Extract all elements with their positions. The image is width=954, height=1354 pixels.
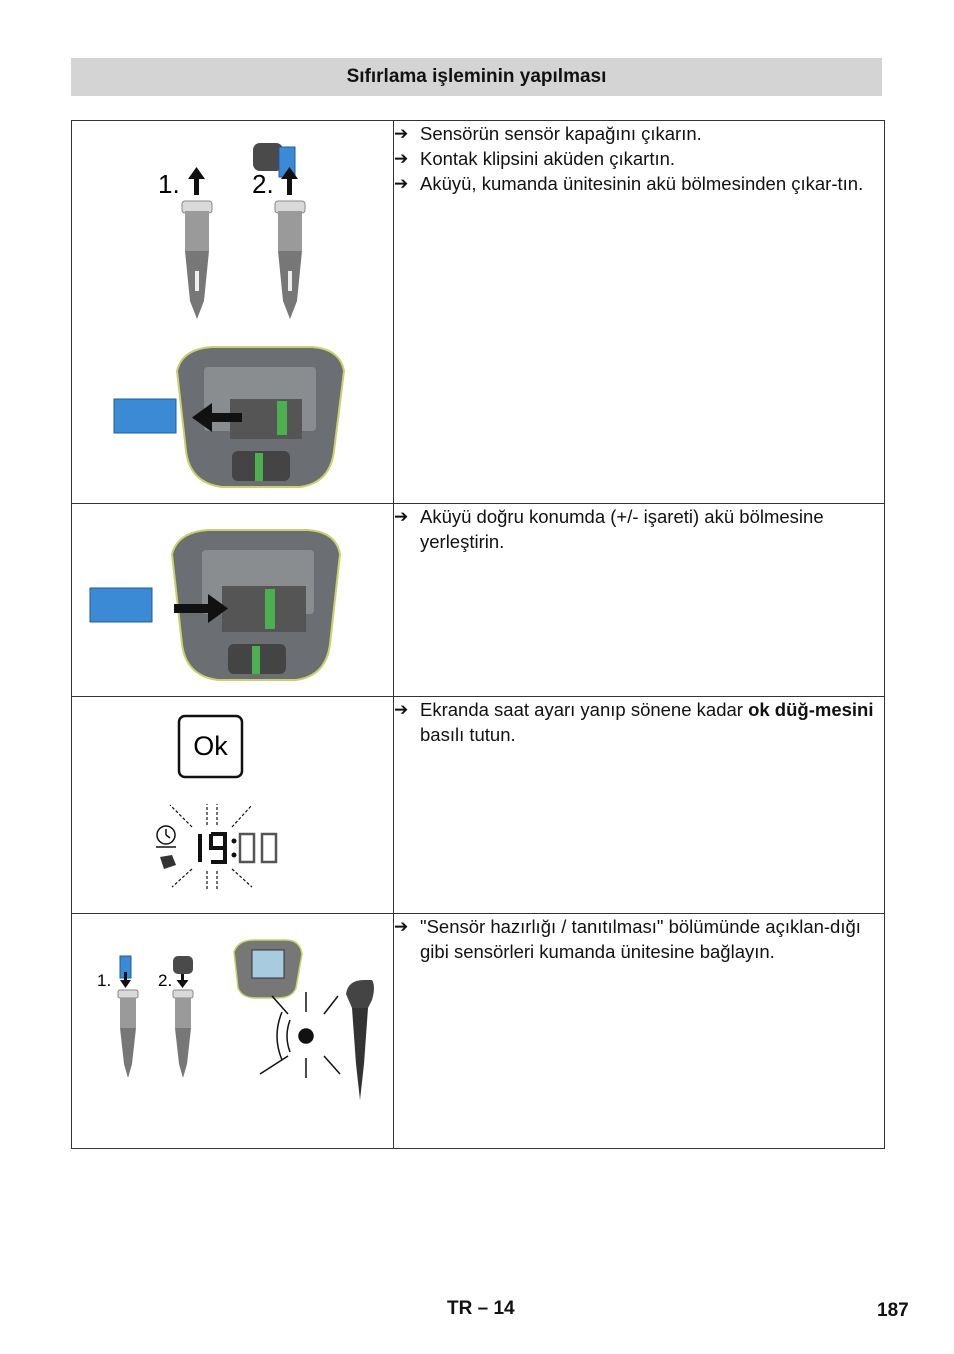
right-arrow-icon: ➔ (394, 507, 409, 526)
instruction-text: Aküyü, kumanda ünitesinin akü bölmesinden çıkar-tın. (420, 173, 864, 194)
instruction-item (394, 914, 884, 964)
figure-cell (72, 914, 394, 1149)
instruction-item (394, 697, 884, 747)
figure-label-2: 2. (158, 971, 173, 990)
instruction-cell (394, 121, 885, 504)
step-row (72, 121, 885, 504)
right-arrow-icon: ➔ (394, 174, 409, 193)
instruction-text: Sensörün sensör kapağını çıkarın. (420, 123, 702, 144)
instruction-text: Aküyü doğru konumda (+/- işareti) akü bölmesine yerleştirin. (420, 506, 824, 552)
sensor-illustration (346, 980, 374, 1100)
insert-battery-figure (72, 504, 393, 697)
right-arrow-icon: ➔ (394, 700, 409, 719)
down-arrow-icon (177, 974, 189, 988)
right-arrow-icon: ➔ (394, 917, 409, 936)
section-title-text: Sıfırlama işleminin yapılması (346, 66, 607, 87)
instruction-cell (394, 697, 885, 914)
instruction-cell (394, 914, 885, 1149)
connect-sensors-figure (72, 914, 393, 1149)
instruction-item (394, 504, 884, 554)
figure-label-1: 1. (158, 169, 180, 199)
figure-cell (72, 697, 394, 914)
instruction-item (394, 146, 884, 171)
ok-button-figure (72, 697, 393, 914)
instruction-item (394, 171, 884, 196)
clock-display-icon (156, 804, 276, 890)
sensor-illustration (173, 990, 193, 1078)
ok-button-label: Ok (193, 731, 228, 761)
instruction-cell (394, 504, 885, 697)
remove-cap-and-battery-figure (72, 121, 393, 504)
sensor-cap-icon (173, 956, 193, 974)
figure-label-1: 1. (97, 971, 112, 990)
ok-button-name: ok düğ-mesini (748, 699, 874, 720)
step-row (72, 504, 885, 697)
figure-label-2: 2. (252, 169, 274, 199)
instruction-text: Kontak klipsini aküden çıkartın. (420, 148, 676, 169)
instruction-item (394, 121, 884, 146)
page-number: 187 (877, 1300, 909, 1321)
figure-cell (72, 504, 394, 697)
right-arrow-icon: ➔ (394, 149, 409, 168)
instruction-text: "Sensör hazırlığı / tanıtılması" bölümünde açıklan-dığı gibi sensörleri kumanda ünitesine bağlayın. (420, 916, 861, 962)
control-unit-illustration (234, 940, 302, 998)
sensor-illustration (118, 990, 138, 1078)
section-title (71, 58, 882, 96)
ok-button-icon (179, 716, 242, 777)
instruction-text-part: Ekranda saat ayarı yanıp sönene kadar (420, 699, 749, 720)
instruction-text (420, 697, 884, 747)
instruction-text-part: basılı tutun. (420, 724, 516, 745)
footer-section-number: TR – 14 (447, 1298, 515, 1319)
figure-cell (72, 121, 394, 504)
step-row (72, 697, 885, 914)
up-arrow-icon (188, 167, 205, 195)
step-row (72, 914, 885, 1149)
battery-icon (114, 399, 176, 433)
signal-waves-icon (260, 992, 340, 1078)
battery-icon (90, 588, 152, 622)
steps-table (71, 120, 885, 1149)
right-arrow-icon: ➔ (394, 124, 409, 143)
